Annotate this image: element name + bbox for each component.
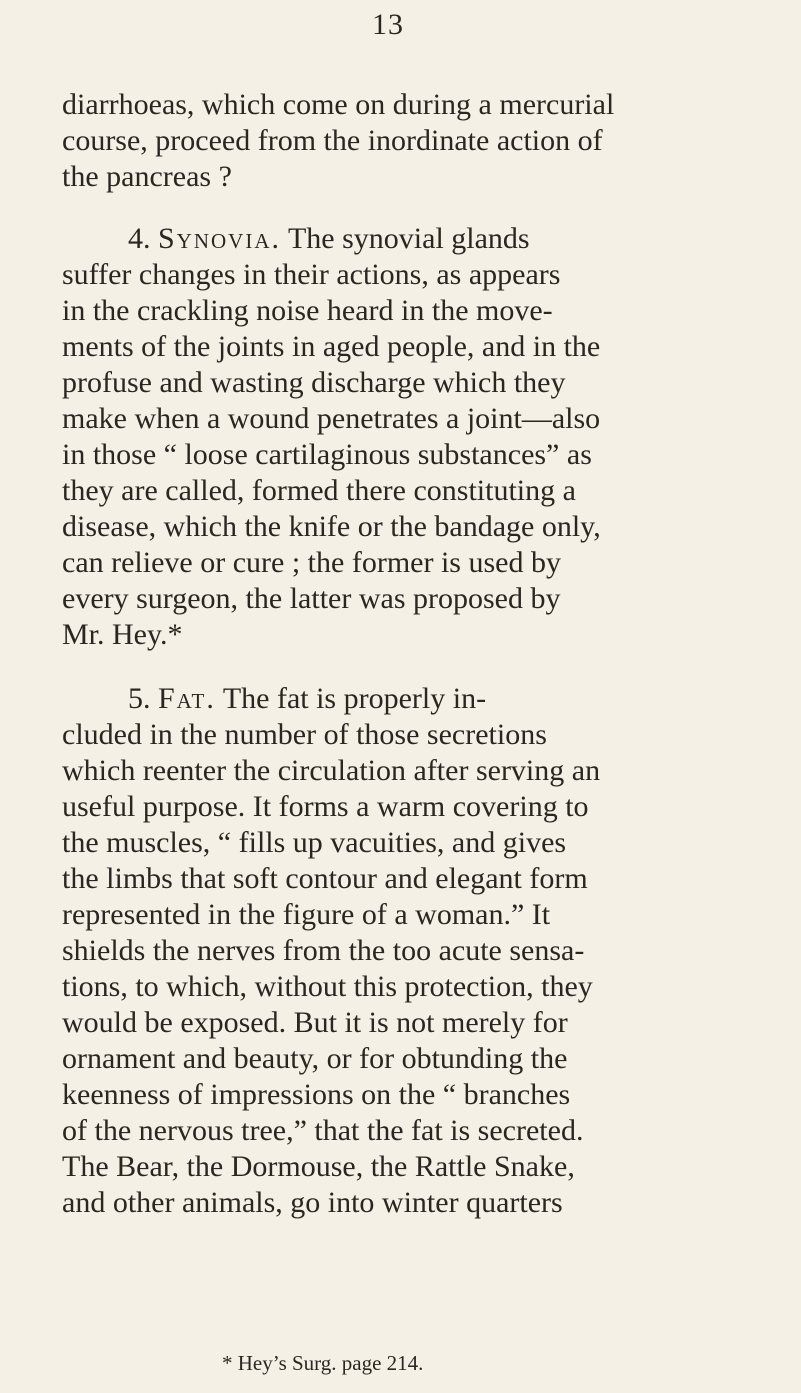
text-line: and other animals, go into winter quarters [62,1186,563,1219]
text-line: The Bear, the Dormouse, the Rattle Snake, [62,1150,575,1183]
section-heading: Fat. [158,682,216,715]
text-line: in the crackling noise heard in the move- [62,294,553,327]
text-line: make when a wound penetrates a joint—also [62,402,601,435]
section-heading-line [128,224,530,254]
section-heading: Synovia. [158,222,282,255]
text-line: in those “ loose cartilaginous substances” as [62,438,592,471]
text-line: keenness of impressions on the “ branches [62,1078,571,1111]
text-line: which reenter the circulation after serving an [62,754,601,787]
text-line: shields the nerves from the too acute sensa- [62,934,585,967]
text-line: the limbs that soft contour and elegant form [62,862,588,895]
text-line: the pancreas ? [62,160,232,193]
text-line: ornament and beauty, or for obtunding the [62,1042,568,1075]
text-line: ments of the joints in aged people, and in the [62,330,601,363]
footnote: * Hey’s Surg. page 214. [222,1351,424,1375]
text-line: the muscles, “ fills up vacuities, and gives [62,826,567,859]
text-line: cluded in the number of those secretions [62,718,547,751]
text-line: can relieve or cure ; the former is used by [62,546,561,579]
text-line: would be exposed. But it is not merely for [62,1006,568,1039]
text-line: diarrhoeas, which come on during a mercurial [62,88,615,121]
text-line: they are called, formed there constituting a [62,474,576,507]
text-line: useful purpose. It forms a warm covering to [62,790,589,823]
text-line: every surgeon, the latter was proposed by [62,582,561,615]
text-line: profuse and wasting discharge which they [62,366,566,399]
page-number: 13 [372,8,404,41]
text-line: Mr. Hey.* [62,618,183,651]
section-heading-line [128,684,486,714]
text-line: tions, to which, without this protection, they [62,970,593,1003]
text-line: represented in the figure of a woman.” It [62,898,551,931]
section-number: 4. [128,222,151,255]
text-line: disease, which the knife or the bandage only, [62,510,601,543]
section-number: 5. [128,682,151,715]
section-text: The synovial glands [281,222,530,255]
section-text: The fat is properly in- [215,682,487,715]
text-line: of the nervous tree,” that the fat is secreted. [62,1114,584,1147]
text-line: suffer changes in their actions, as appears [62,258,561,291]
text-line: course, proceed from the inordinate action of [62,124,603,157]
